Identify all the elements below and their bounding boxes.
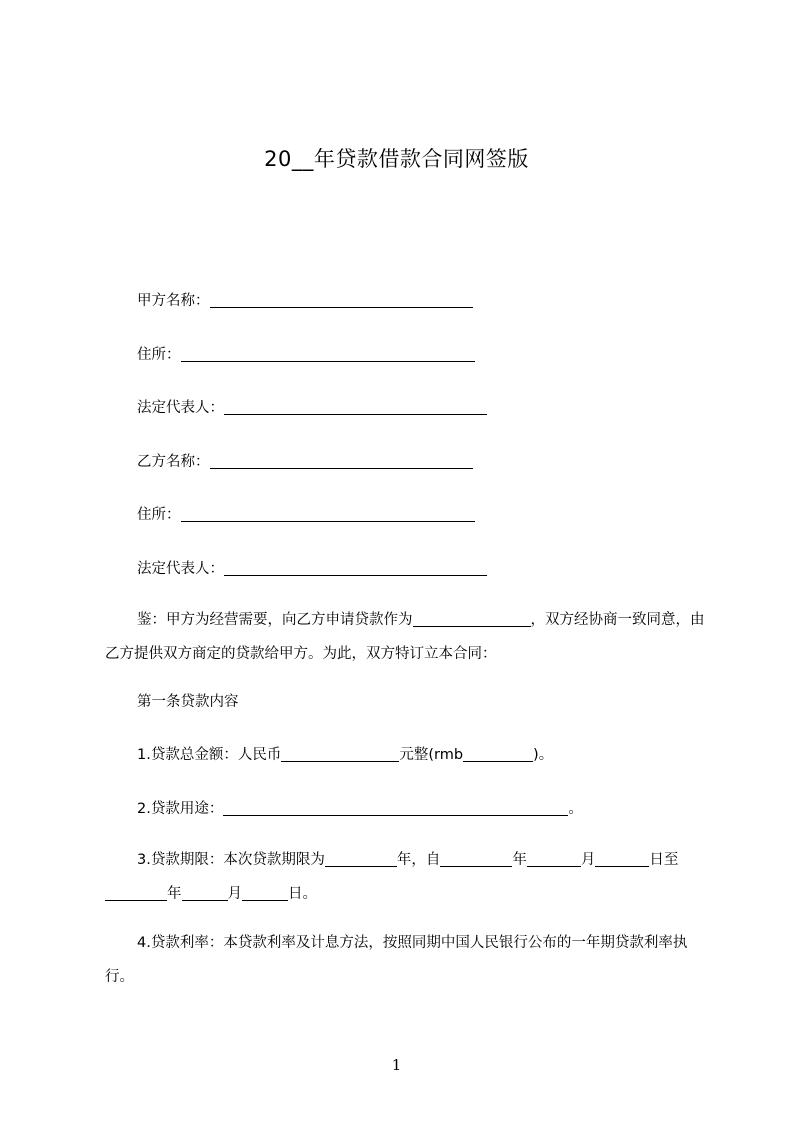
item-3-text-c: 年 xyxy=(512,852,527,868)
party-a-address-label: 住所： xyxy=(137,347,181,363)
party-b-name-blank xyxy=(210,454,473,469)
end-month-blank xyxy=(182,886,228,901)
party-b-address-line xyxy=(137,505,475,525)
party-a-name-label: 甲方名称： xyxy=(137,293,210,309)
party-a-rep-line xyxy=(137,398,487,418)
item-1-text-a: 1.贷款总金额：人民币 xyxy=(137,747,282,763)
item-3-text-e: 日至 xyxy=(649,852,679,868)
party-b-rep-line xyxy=(137,559,487,579)
page-number: 1 xyxy=(391,1056,402,1074)
item-2-text-a: 2.贷款用途： xyxy=(137,801,224,817)
party-a-name-blank xyxy=(210,293,473,308)
start-month-blank xyxy=(527,852,581,867)
term-years-blank xyxy=(325,852,397,867)
party-b-name-line xyxy=(137,452,473,472)
preamble-text-1: 鉴：甲方为经营需要，向乙方申请贷款作为 xyxy=(137,612,413,628)
party-b-rep-blank xyxy=(224,561,487,576)
item-1-text-c: )。 xyxy=(533,747,554,763)
item-3-text-b: 年，自 xyxy=(396,852,441,868)
document-title: 20__年贷款借款合同网签版 xyxy=(264,147,529,171)
article-1-heading: 第一条贷款内容 xyxy=(137,694,239,710)
party-b-name-label: 乙方名称： xyxy=(137,454,210,470)
start-day-blank xyxy=(595,852,649,867)
end-day-blank xyxy=(242,886,288,901)
party-a-name-line xyxy=(137,291,473,311)
item-3-text-g: 月 xyxy=(227,886,242,902)
item-3-text-f: 年 xyxy=(167,886,182,902)
item-4-paragraph: 4.贷款利率：本贷款利率及计息方法，按照同期中国人民银行公布的一年期贷款利率执行。 xyxy=(105,935,688,985)
party-a-address-blank xyxy=(181,347,475,362)
item-1-text-b: 元整(rmb xyxy=(399,747,464,763)
party-a-rep-label: 法定代表人： xyxy=(137,400,224,416)
party-b-address-blank xyxy=(181,507,475,522)
item-2-text-b: 。 xyxy=(568,801,583,817)
party-a-address-line xyxy=(137,345,475,365)
item-3-text-a: 3.贷款期限：本次贷款期限为 xyxy=(137,852,325,868)
item-1-line xyxy=(137,745,553,765)
preamble-purpose-blank xyxy=(413,612,531,627)
loan-amount-blank xyxy=(281,747,399,762)
loan-purpose-blank xyxy=(223,801,568,816)
party-a-rep-blank xyxy=(224,400,487,415)
start-year-blank xyxy=(440,852,512,867)
party-b-address-label: 住所： xyxy=(137,507,181,523)
item-3-text-h: 日。 xyxy=(288,886,317,902)
rmb-amount-blank xyxy=(463,747,533,762)
preamble-paragraph xyxy=(105,603,705,671)
item-2-line xyxy=(137,799,583,819)
item-3-text-d: 月 xyxy=(580,852,596,868)
party-b-rep-label: 法定代表人： xyxy=(137,561,224,577)
preamble-text-2: ，双方经协商一致同意，由乙方提供双方商定的贷款给甲方。为此，双方特订立本合同： xyxy=(105,612,705,662)
end-year-blank xyxy=(105,886,167,901)
item-3-paragraph xyxy=(105,843,705,911)
